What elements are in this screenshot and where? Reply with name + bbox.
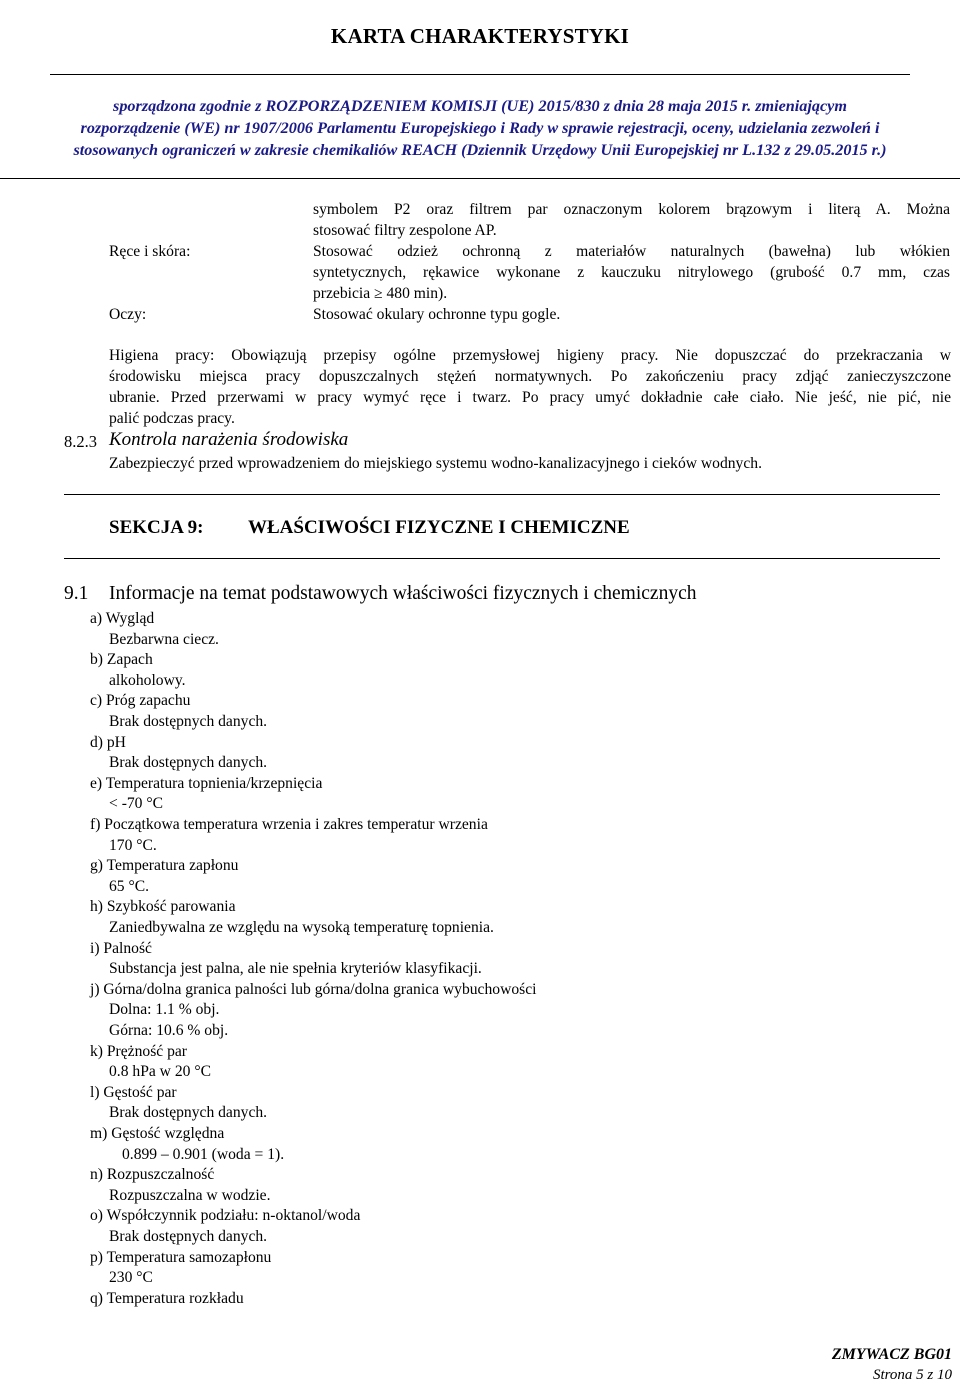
property-label: e) Temperatura topnienia/krzepnięcia [90,774,323,792]
property-label: f) Początkowa temperatura wrzenia i zakres temperatur wrzenia [90,816,488,833]
hands-text-line-1: Stosować odzież ochronną z materiałów naturalnych (bawełna) lub włókien [313,243,950,260]
section-8-2-3-number: 8.2.3 [64,432,97,451]
section-9-rule-bottom [64,558,940,559]
property-label: h) Szybkość parowania [90,898,236,916]
property-value: Substancja jest palna, ale nie spełnia kryteriów klasyfikacji. [109,960,482,978]
regulation-line-2: rozporządzenie (WE) nr 1907/2006 Parlamentu Europejskiego i Rady w sprawie rejestracji, oceny, udzielania zezwoleń i [80,119,880,137]
property-value: 0.8 hPa w 20 °C [109,1063,211,1081]
hygiene-line-3: ubranie. Przed przerwami w pracy wymyć ręce i twarz. Po pracy umyć dokładnie całe ciało. Nie jeść, nie pić, nie [109,389,951,406]
property-value: 170 °C. [109,836,157,854]
respiratory-text-line-1: symbolem P2 oraz filtrem par oznaczonym kolorem brązowym i literą A. Można [313,201,950,218]
hygiene-line-4: palić podczas pracy. [109,410,235,427]
property-value: 0.899 – 0.901 (woda = 1). [122,1145,285,1163]
property-value: Brak dostępnych danych. [109,1104,268,1122]
hands-text-line-2: syntetycznych, rękawice wykonane z kauczuku nitrylowego (grubość 0.7 mm, czas [313,264,950,281]
property-label: o) Współczynnik podziału: n-oktanol/woda [90,1207,361,1225]
property-label: n) Rozpuszczalność [90,1166,215,1184]
property-value: Brak dostępnych danych. [109,754,268,772]
document-title: KARTA CHARAKTERYSTYKI [330,24,630,48]
subsection-9-1-title: Informacje na temat podstawowych właściwości fizycznych i chemicznych [109,583,697,604]
property-label: c) Próg zapachu [90,692,191,710]
subsection-9-1-number: 9.1 [64,583,89,604]
property-label: i) Palność [90,939,152,957]
title-rule [50,74,910,75]
hands-text-line-3: przebicia ≥ 480 min). [313,285,448,302]
property-label: p) Temperatura samozapłonu [90,1248,272,1266]
property-value: Brak dostępnych danych. [109,1228,268,1245]
regulation-line-3: stosowanych ograniczeń w zakresie chemikaliów REACH (Dziennik Urzędowy Unii Europejskiej nr L.132 z 29.05.2015 r.) [73,141,887,159]
property-label: q) Temperatura rozkładu [90,1289,244,1307]
respiratory-text-line-2: stosować filtry zespolone AP. [313,222,497,239]
property-label: b) Zapach [90,651,153,669]
property-value: 65 °C. [109,877,150,895]
hygiene-line-2: środowisku miejsca pracy dopuszczalnych stężeń normatywnych. Po zakończeniu pracy zdjąć zanieczyszczone [109,368,951,385]
property-label: k) Prężność par [90,1042,187,1060]
property-label: d) pH [90,733,126,751]
property-label: j) Górna/dolna granica palności lub górna/dolna granica wybuchowości [90,980,537,998]
header-rule [0,178,960,179]
property-value: Zaniedbywalna ze względu na wysoką temperaturę topnienia. [109,919,494,936]
property-label: m) Gęstość względna [90,1125,225,1142]
property-value: < -70 °C [109,795,164,813]
property-value: Dolna: 1.1 % obj. [109,1001,220,1019]
property-value: 230 °C [109,1269,153,1287]
property-value: Bezbarwna ciecz. [109,630,219,648]
regulation-line-1: sporządzona zgodnie z ROZPORZĄDZENIEM KOMISJI (UE) 2015/830 z dnia 28 maja 2015 r. zmieniającym [113,97,847,115]
property-value: alkoholowy. [109,671,186,689]
footer-product-name: ZMYWACZ BG01 [831,1346,952,1363]
section-9-title: WŁAŚCIWOŚCI FIZYCZNE I CHEMICZNE [248,517,630,538]
section-8-2-3-text: Zabezpieczyć przed wprowadzeniem do miejskiego systemu wodno-kanalizacyjnego i cieków wodnych. [109,455,762,472]
property-label: l) Gęstość par [90,1083,177,1101]
property-value: Górna: 10.6 % obj. [109,1022,229,1039]
property-value: Brak dostępnych danych. [109,713,268,730]
eyes-text: Stosować okulary ochronne typu gogle. [313,306,561,323]
property-label: a) Wygląd [90,610,155,627]
hands-skin-label: Ręce i skóra: [109,243,191,260]
hygiene-line-1: Higiena pracy: Obowiązują przepisy ogólne przemysłowej higieny pracy. Nie dopuszczać do przekraczania w [109,347,951,364]
footer-page-number: Strona 5 z 10 [872,1367,952,1383]
section-9-label: SEKCJA 9: [109,517,204,538]
eyes-label: Oczy: [109,306,147,323]
property-value: Rozpuszczalna w wodzie. [109,1186,271,1204]
section-8-2-3-title: Kontrola narażenia środowiska [109,429,349,450]
property-label: g) Temperatura zapłonu [90,857,239,875]
section-9-rule-top [64,494,940,495]
